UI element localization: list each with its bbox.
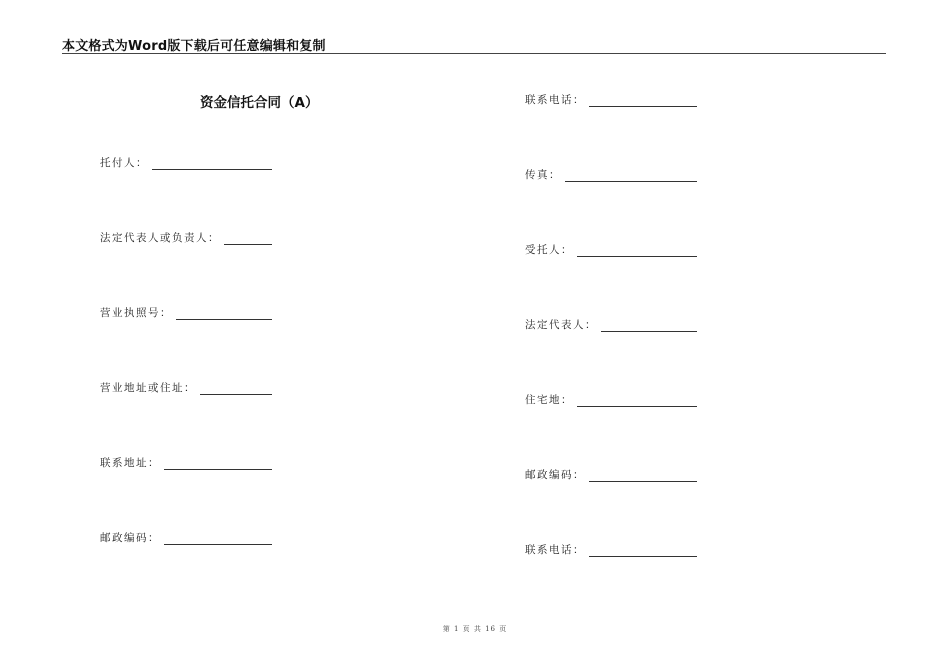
fill-blank [164, 534, 272, 545]
field-label: 住宅地： [525, 394, 573, 406]
field-business-address [100, 380, 272, 395]
field-residence [525, 392, 697, 407]
field-contact-address [100, 455, 272, 470]
field-label: 联系地址： [100, 457, 160, 469]
field-postal-code [100, 530, 272, 545]
field-label: 受托人： [525, 244, 573, 256]
fill-blank [224, 234, 272, 245]
field-label: 邮政编码： [525, 469, 585, 481]
fill-blank [577, 396, 697, 407]
page-number: 第 1 页 共 16 页 [442, 625, 508, 633]
document-title: 资金信托合同（A） [200, 95, 319, 111]
field-label: 营业地址或住址： [100, 382, 196, 394]
field-phone-right [525, 542, 697, 557]
fill-blank [577, 246, 697, 257]
header-text: 本文格式为Word版下载后可任意编辑和复制 [62, 39, 326, 54]
field-trustor [100, 155, 272, 170]
fill-blank [565, 171, 697, 182]
field-phone [525, 92, 697, 107]
field-label: 托付人： [100, 157, 148, 169]
fill-blank [152, 159, 272, 170]
field-label: 联系电话： [525, 544, 585, 556]
fill-blank [589, 471, 697, 482]
fill-blank [589, 96, 697, 107]
field-legal-rep [525, 317, 697, 332]
field-label: 营业执照号： [100, 307, 172, 319]
field-fax [525, 167, 697, 182]
field-label: 联系电话： [525, 94, 585, 106]
fill-blank [589, 546, 697, 557]
field-label: 邮政编码： [100, 532, 160, 544]
page-header [62, 35, 886, 54]
fill-blank [164, 459, 272, 470]
field-legal-rep-or-responsible [100, 230, 272, 245]
fill-blank [200, 384, 272, 395]
field-label: 传真： [525, 169, 561, 181]
field-label: 法定代表人或负责人： [100, 232, 220, 244]
field-business-license [100, 305, 272, 320]
field-trustee [525, 242, 697, 257]
fill-blank [601, 321, 697, 332]
fill-blank [176, 309, 272, 320]
field-label: 法定代表人： [525, 319, 597, 331]
field-postal-code-right [525, 467, 697, 482]
